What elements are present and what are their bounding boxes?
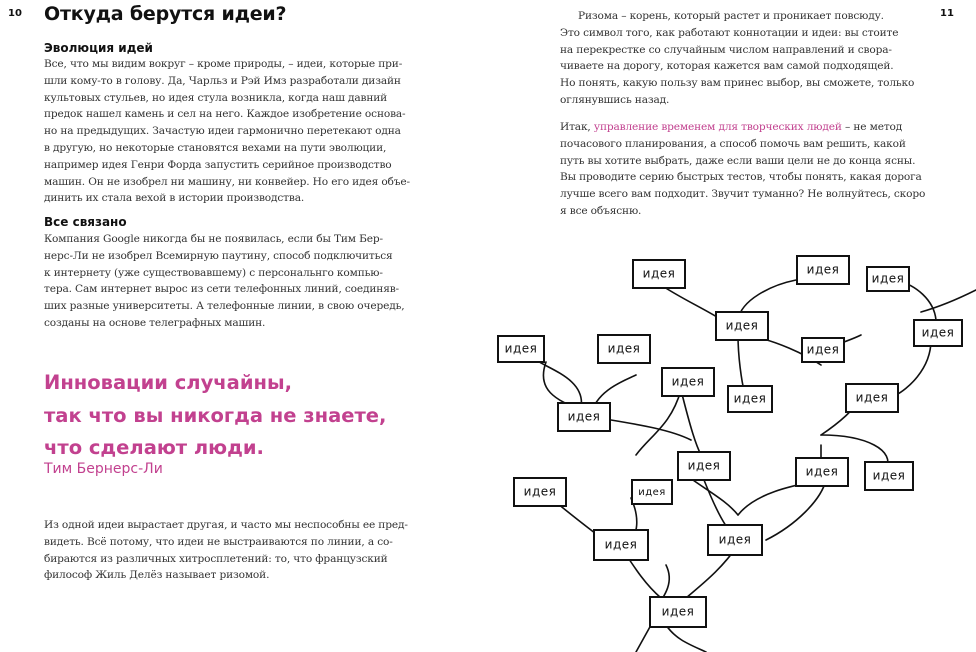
svg-text:идея: идея bbox=[567, 409, 601, 424]
svg-text:идея: идея bbox=[638, 487, 666, 498]
pull-quote: Инновации случайны, так что вы никогда не знаете, что сделают люди. bbox=[44, 371, 387, 459]
svg-text:идея: идея bbox=[718, 532, 752, 547]
closing-paragraph: Из одной идеи вырастает другая, и часто мы неспособны ее пред- видеть. Всё потому, что идеи не выстраиваются по линии, а со- бираются из различных хитросплетений: то, что французский философ Жиль Делёз называет ризомой. bbox=[44, 519, 408, 582]
svg-text:идея: идея bbox=[642, 266, 676, 281]
idea-node bbox=[498, 336, 544, 362]
idea-node bbox=[867, 267, 909, 291]
idea-node bbox=[678, 452, 730, 480]
idea-node bbox=[514, 478, 566, 506]
idea-node bbox=[633, 260, 685, 288]
svg-text:идея: идея bbox=[604, 537, 638, 552]
idea-node bbox=[598, 335, 650, 363]
svg-text:идея: идея bbox=[806, 342, 840, 357]
idea-node bbox=[802, 338, 844, 362]
svg-text:идея: идея bbox=[871, 271, 905, 286]
left-page-number: 10 bbox=[8, 8, 22, 19]
svg-text:идея: идея bbox=[504, 341, 538, 356]
idea-node bbox=[846, 384, 898, 412]
section-heading-connected: Все связано bbox=[44, 215, 127, 229]
idea-node bbox=[716, 312, 768, 340]
idea-node bbox=[728, 386, 772, 412]
svg-text:идея: идея bbox=[855, 390, 889, 405]
time-management-paragraph: Итак, управление временем для творческих людей – не метод почасового планирования, а способ помочь вам решить, какой путь вы хотите выбрать, даже если ваши цели не до конца ясны. Вы проводите серию быстрых тестов, чтобы понять, какая дорога лучше всего вам подходит. Звучит туманно? Не волнуйтесь, скоро я все объясню. bbox=[560, 121, 926, 217]
right-page-number: 11 bbox=[940, 8, 954, 19]
idea-node bbox=[796, 458, 848, 486]
svg-text:идея: идея bbox=[725, 318, 759, 333]
idea-node bbox=[594, 530, 648, 560]
rhizome-paragraph: Ризома – корень, который растет и проникает повсюду. Это символ того, как работают коннотации и идеи: вы стоите на перекрестке со случайным числом направлений и свора- чиваете на дорогу, которая кажется вам самой подходящей. Но понять, какую пользу вам принес выбор, вы сможете, только оглянувшись назад. bbox=[560, 10, 915, 106]
svg-text:идея: идея bbox=[805, 464, 839, 479]
svg-text:идея: идея bbox=[733, 391, 767, 406]
highlight-link-text: управление временем для творческих людей bbox=[593, 121, 842, 133]
svg-text:идея: идея bbox=[661, 604, 695, 619]
idea-node bbox=[865, 462, 913, 490]
svg-text:идея: идея bbox=[671, 374, 705, 389]
svg-text:идея: идея bbox=[921, 325, 955, 340]
idea-tree-illustration bbox=[476, 240, 976, 652]
svg-text:идея: идея bbox=[872, 468, 906, 483]
idea-node bbox=[797, 256, 849, 284]
svg-text:идея: идея bbox=[806, 262, 840, 277]
svg-text:идея: идея bbox=[523, 484, 557, 499]
svg-text:идея: идея bbox=[607, 341, 641, 356]
idea-node bbox=[632, 480, 672, 504]
tree-nodes bbox=[498, 256, 962, 627]
section-body-evolution: Все, что мы видим вокруг – кроме природы, – идеи, которые при- шли кому-то в голову. Да, Чарльз и Рэй Имз разработали дизайн культовых стульев, но идея стула возникла, когда наш давний предок нашел камень и сел на него. Каждое изобретение основа- но на предыдущих. Зачастую идеи гармонично перетекают одна в другую, но некоторые становятся вехами на пути эволюции, например идея Генри Форда запустить серийное производство машин. Он не изобрел ни машину, ни конвейер. Но его идея объе- динить их стала вехой в истории производства. bbox=[44, 58, 410, 205]
idea-node bbox=[708, 525, 762, 555]
idea-node bbox=[558, 403, 610, 431]
section-heading-evolution: Эволюция идей bbox=[44, 41, 153, 55]
section-body-connected: Компания Google никогда бы не появилась, если бы Тим Бер- нерс-Ли не изобрел Всемирную паутину, способ подключиться к интернету (уже существовавшему) с персональнго компью- тера. Сам интернет вырос из сети телефонных линий, соединяв- ших разные университеты. А телефонные линии, в свою очередь, созданы на основе телеграфных машин. bbox=[44, 233, 405, 329]
idea-node bbox=[914, 320, 962, 346]
idea-node bbox=[650, 597, 706, 627]
idea-node bbox=[662, 368, 714, 396]
svg-text:идея: идея bbox=[687, 458, 721, 473]
quote-author: Тим Бернерс-Ли bbox=[44, 461, 163, 477]
page-title: Откуда берутся идеи? bbox=[44, 3, 287, 25]
